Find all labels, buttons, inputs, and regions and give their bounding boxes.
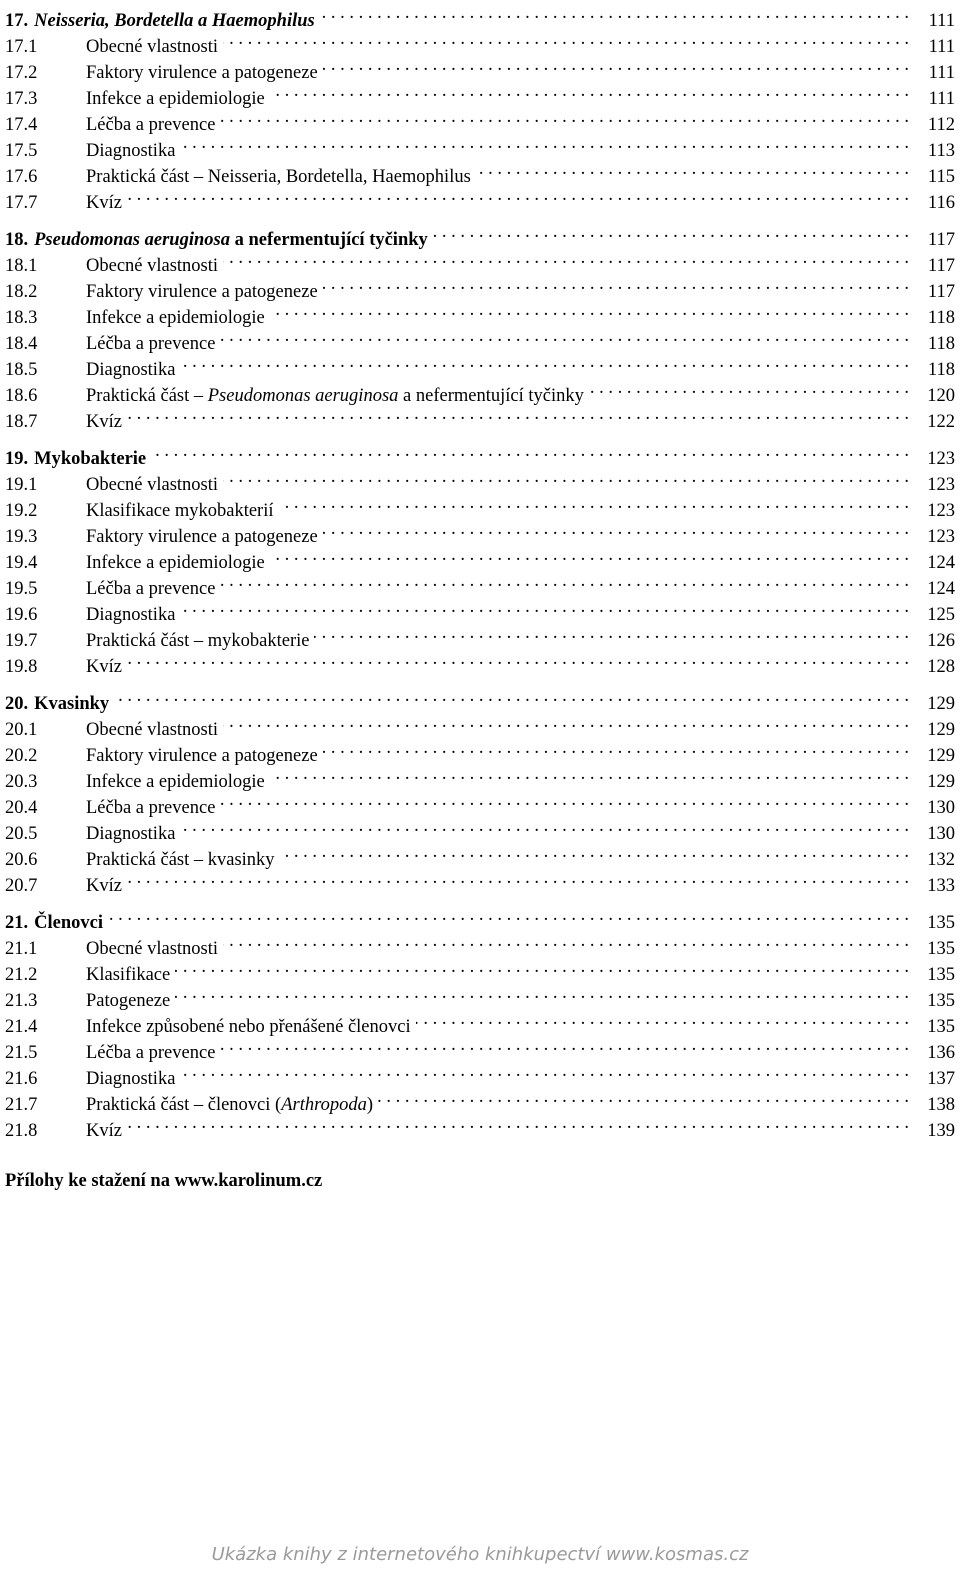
toc-entry-title-part: Kvasinky <box>34 694 110 714</box>
toc-entry-number: 21.4 <box>5 1017 38 1037</box>
dot-leader <box>280 839 909 865</box>
dot-leader <box>476 156 909 182</box>
toc-page-number: 129 <box>927 694 955 714</box>
toc-entry-title-part: Faktory virulence a patogeneze <box>86 282 318 302</box>
toc-page-number: 132 <box>927 850 955 870</box>
toc-entry-title-part: Obecné vlastnosti <box>86 720 219 740</box>
dot-leader <box>270 542 909 568</box>
toc-entry-title-part: Praktická část – mykobakterie <box>86 631 310 651</box>
dot-leader <box>127 865 909 891</box>
toc-page-number: 123 <box>927 449 955 469</box>
toc-page-number: 118 <box>927 308 955 328</box>
toc-entry-title-part: Patogeneze <box>86 991 171 1011</box>
toc-entry-number: 18.2 <box>5 282 38 302</box>
toc-page-number: 135 <box>927 991 955 1011</box>
toc-entry-title-part: Praktická část – Neisseria, Bordetella, Haemophilus <box>86 167 471 187</box>
toc-page-number: 125 <box>927 605 955 625</box>
dot-leader <box>323 735 909 761</box>
toc-entry-number: 21.5 <box>5 1043 38 1063</box>
toc-page-number: 118 <box>927 334 955 354</box>
toc-entry-title <box>86 602 175 628</box>
dot-leader <box>270 761 909 787</box>
toc-entry <box>5 1110 955 1141</box>
toc-chapter-heading <box>5 902 955 933</box>
toc-chapter <box>5 438 955 677</box>
toc-page-number: 123 <box>927 501 955 521</box>
dot-leader <box>223 464 909 490</box>
toc-page-number: 135 <box>927 939 955 959</box>
toc-entry-number: 21.2 <box>5 965 38 985</box>
toc-entry-number: 17. <box>5 11 29 31</box>
toc-page-number: 136 <box>927 1043 955 1063</box>
table-of-contents <box>5 0 955 1147</box>
toc-entry-title-part: Obecné vlastnosti <box>86 256 219 276</box>
toc-page-number: 135 <box>927 965 955 985</box>
toc-entry-title <box>86 253 218 279</box>
toc-entry-number: 17.2 <box>5 63 38 83</box>
toc-entry-number: 21.7 <box>5 1095 38 1115</box>
toc-entry-title <box>86 821 175 847</box>
toc-entry-title <box>86 654 122 680</box>
toc-entry-title-part: a nefermentující tyčinky <box>229 230 428 250</box>
dot-leader <box>175 954 909 980</box>
toc-entry-title <box>86 988 170 1014</box>
dot-leader <box>220 1032 909 1058</box>
toc-entry-title <box>86 409 122 435</box>
toc-entry-title-part: Praktická část – kvasinky <box>86 850 275 870</box>
toc-entry-title <box>34 446 146 472</box>
toc-entry-title-part: Léčba a prevence <box>86 115 216 135</box>
toc-entry-title-part: Praktická část – členovci ( <box>86 1095 282 1115</box>
appendix-note: Přílohy ke stažení na www.karolinum.cz <box>5 1171 323 1191</box>
toc-entry <box>5 464 955 495</box>
toc-page-number: 138 <box>927 1095 955 1115</box>
toc-page-number: 129 <box>927 772 955 792</box>
toc-page-number: 111 <box>928 89 955 109</box>
toc-page-number: 137 <box>927 1069 955 1089</box>
toc-entry <box>5 401 955 432</box>
toc-chapter-heading <box>5 683 955 714</box>
dot-leader <box>127 182 909 208</box>
toc-page-number: 122 <box>927 412 955 432</box>
toc-entry-title-part: Faktory virulence a patogeneze <box>86 63 318 83</box>
toc-entry-title-part: Pseudomonas aeruginosa <box>34 230 230 250</box>
toc-chapter <box>5 0 955 213</box>
toc-entry-title <box>86 1118 122 1144</box>
toc-entry-title-part: Kvíz <box>86 1121 122 1141</box>
toc-chapter-heading <box>5 0 955 31</box>
toc-entry-number: 21.1 <box>5 939 38 959</box>
toc-entry-number: 17.6 <box>5 167 38 187</box>
toc-entry-title-part: Infekce způsobené nebo přenášené členovci <box>86 1017 411 1037</box>
dot-leader <box>180 1058 909 1084</box>
toc-entry <box>5 182 955 213</box>
dot-leader <box>114 683 909 709</box>
toc-entry-title-part: Faktory virulence a patogeneze <box>86 527 318 547</box>
toc-entry-title-part: Praktická část – <box>86 386 208 406</box>
toc-entry-title-part: Infekce a epidemiologie <box>86 308 265 328</box>
toc-entry-title-part: Léčba a prevence <box>86 579 216 599</box>
dot-leader <box>416 1006 909 1032</box>
toc-page-number: 130 <box>927 824 955 844</box>
toc-chapter <box>5 683 955 896</box>
toc-entry <box>5 709 955 740</box>
toc-entry-title-part: Léčba a prevence <box>86 1043 216 1063</box>
toc-page-number: 124 <box>927 579 955 599</box>
toc-page-number: 111 <box>928 37 955 57</box>
toc-entry-number: 18.3 <box>5 308 38 328</box>
toc-entry-title <box>86 1066 175 1092</box>
toc-entry-title <box>86 34 218 60</box>
toc-entry-title-part: Infekce a epidemiologie <box>86 89 265 109</box>
toc-entry-number: 17.5 <box>5 141 38 161</box>
toc-page-number: 117 <box>927 256 955 276</box>
toc-entry-number: 18.5 <box>5 360 38 380</box>
toc-entry-title-part: Pseudomonas aeruginosa <box>207 386 399 406</box>
toc-page-number: 111 <box>928 11 955 31</box>
dot-leader <box>220 323 909 349</box>
toc-page-number: 126 <box>927 631 955 651</box>
dot-leader <box>223 245 909 271</box>
toc-entry-title <box>86 962 170 988</box>
toc-entry-number: 20.6 <box>5 850 38 870</box>
dot-leader <box>127 1110 909 1136</box>
toc-chapter-heading <box>5 219 955 250</box>
toc-entry-number: 17.1 <box>5 37 38 57</box>
toc-entry-number: 19.3 <box>5 527 38 547</box>
toc-entry-number: 21.8 <box>5 1121 38 1141</box>
toc-entry-title-part: Diagnostika <box>86 824 176 844</box>
toc-entry-title-part: Obecné vlastnosti <box>86 37 219 57</box>
toc-page-number: 112 <box>927 115 955 135</box>
dot-leader <box>270 78 909 104</box>
toc-entry <box>5 865 955 896</box>
toc-entry-title-part: Arthropoda <box>281 1095 367 1115</box>
toc-entry-number: 20.2 <box>5 746 38 766</box>
toc-entry-title-part: Kvíz <box>86 193 122 213</box>
toc-entry-title-part: Diagnostika <box>86 360 176 380</box>
toc-entry-number: 19.5 <box>5 579 38 599</box>
toc-page-number: 115 <box>927 167 955 187</box>
toc-entry-title <box>86 717 218 743</box>
toc-page-number: 139 <box>927 1121 955 1141</box>
toc-entry-number: 18. <box>5 230 29 250</box>
toc-entry-number: 20. <box>5 694 29 714</box>
toc-entry-title-part: a nefermentující tyčinky <box>398 386 584 406</box>
dot-leader <box>323 516 909 542</box>
toc-entry-title-part: Kvíz <box>86 657 122 677</box>
toc-entry-number: 17.4 <box>5 115 38 135</box>
toc-entry-title-part: Kvíz <box>86 412 122 432</box>
toc-entry-title-part: ) <box>366 1095 374 1115</box>
toc-entry-title <box>86 357 175 383</box>
toc-entry-title-part: Diagnostika <box>86 605 176 625</box>
dot-leader <box>108 902 909 928</box>
toc-entry <box>5 646 955 677</box>
toc-entry-title-part: Klasifikace mykobakterií <box>86 501 274 521</box>
toc-entry-number: 21. <box>5 913 29 933</box>
dot-leader <box>433 219 909 245</box>
dot-leader <box>220 787 909 813</box>
toc-entry-number: 19.8 <box>5 657 38 677</box>
toc-entry-title-part: Mykobakterie <box>34 449 147 469</box>
toc-entry-number: 17.7 <box>5 193 38 213</box>
toc-page-number: 117 <box>927 230 955 250</box>
toc-entry-number: 18.1 <box>5 256 38 276</box>
dot-leader <box>589 375 909 401</box>
toc-entry-number: 21.6 <box>5 1069 38 1089</box>
toc-entry-title-part: Infekce a epidemiologie <box>86 772 265 792</box>
toc-entry-number: 18.4 <box>5 334 38 354</box>
toc-entry-number: 17.3 <box>5 89 38 109</box>
toc-page-number: 129 <box>927 720 955 740</box>
toc-entry-title-part: Faktory virulence a patogeneze <box>86 746 318 766</box>
toc-entry-number: 19.2 <box>5 501 38 521</box>
toc-entry-number: 19. <box>5 449 29 469</box>
dot-leader <box>323 52 909 78</box>
dot-leader <box>151 438 909 464</box>
toc-entry-title-part: Léčba a prevence <box>86 798 216 818</box>
toc-entry-title-part: Členovci <box>34 913 103 933</box>
toc-entry-number: 19.7 <box>5 631 38 651</box>
dot-leader <box>220 104 909 130</box>
toc-entry-number: 18.7 <box>5 412 38 432</box>
toc-entry-number: 20.7 <box>5 876 38 896</box>
dot-leader <box>223 26 909 52</box>
toc-chapter <box>5 902 955 1141</box>
toc-entry-title-part: Klasifikace <box>86 965 171 985</box>
dot-leader <box>127 401 909 427</box>
toc-page-number: 113 <box>927 141 955 161</box>
toc-entry-title-part: Diagnostika <box>86 141 176 161</box>
dot-leader <box>180 130 909 156</box>
toc-entry-title <box>86 472 218 498</box>
toc-entry-title <box>34 910 103 936</box>
toc-entry-number: 19.6 <box>5 605 38 625</box>
toc-page-number: 130 <box>927 798 955 818</box>
toc-entry-number: 18.6 <box>5 386 38 406</box>
toc-entry-title <box>34 691 109 717</box>
dot-leader <box>323 271 909 297</box>
toc-page-number: 120 <box>927 386 955 406</box>
toc-entry-title-part: Diagnostika <box>86 1069 176 1089</box>
toc-page-number: 116 <box>927 193 955 213</box>
dot-leader <box>270 297 909 323</box>
toc-entry-number: 20.3 <box>5 772 38 792</box>
toc-entry-title <box>86 498 274 524</box>
toc-page-number: 123 <box>927 527 955 547</box>
toc-chapter-heading <box>5 438 955 469</box>
toc-entry-title-part: Infekce a epidemiologie <box>86 553 265 573</box>
toc-entry-title-part: Obecné vlastnosti <box>86 475 219 495</box>
toc-entry-number: 19.4 <box>5 553 38 573</box>
toc-entry-number: 19.1 <box>5 475 38 495</box>
toc-entry-title <box>86 190 122 216</box>
dot-leader <box>220 568 909 594</box>
dot-leader <box>180 813 909 839</box>
toc-page-number: 123 <box>927 475 955 495</box>
dot-leader <box>180 594 909 620</box>
toc-page-number: 118 <box>927 360 955 380</box>
dot-leader <box>279 490 909 516</box>
toc-entry-title-part: Neisseria, Bordetella a Haemophilus <box>34 11 315 31</box>
watermark-footer: Ukázka knihy z internetového knihkupectví www.kosmas.cz <box>211 1544 749 1565</box>
toc-page-number: 133 <box>927 876 955 896</box>
toc-entry-title <box>86 138 175 164</box>
toc-entry-title <box>86 873 122 899</box>
toc-entry-title-part: Léčba a prevence <box>86 334 216 354</box>
toc-page-number: 111 <box>928 63 955 83</box>
dot-leader <box>223 709 909 735</box>
dot-leader <box>175 980 909 1006</box>
dot-leader <box>127 646 909 672</box>
toc-page-number: 135 <box>927 1017 955 1037</box>
dot-leader <box>180 349 909 375</box>
dot-leader <box>223 928 909 954</box>
toc-entry <box>5 928 955 959</box>
dot-leader <box>320 0 909 26</box>
toc-page-number: 124 <box>927 553 955 573</box>
toc-page-number: 128 <box>927 657 955 677</box>
toc-entry-number: 21.3 <box>5 991 38 1011</box>
dot-leader <box>314 620 909 646</box>
toc-page-number: 117 <box>927 282 955 302</box>
toc-entry-title-part: Kvíz <box>86 876 122 896</box>
toc-entry-title-part: Obecné vlastnosti <box>86 939 219 959</box>
toc-page-number: 129 <box>927 746 955 766</box>
toc-entry-number: 20.1 <box>5 720 38 740</box>
toc-entry-number: 20.4 <box>5 798 38 818</box>
dot-leader <box>378 1084 909 1110</box>
toc-chapter <box>5 219 955 432</box>
toc-entry-number: 20.5 <box>5 824 38 844</box>
toc-page-number: 135 <box>927 913 955 933</box>
